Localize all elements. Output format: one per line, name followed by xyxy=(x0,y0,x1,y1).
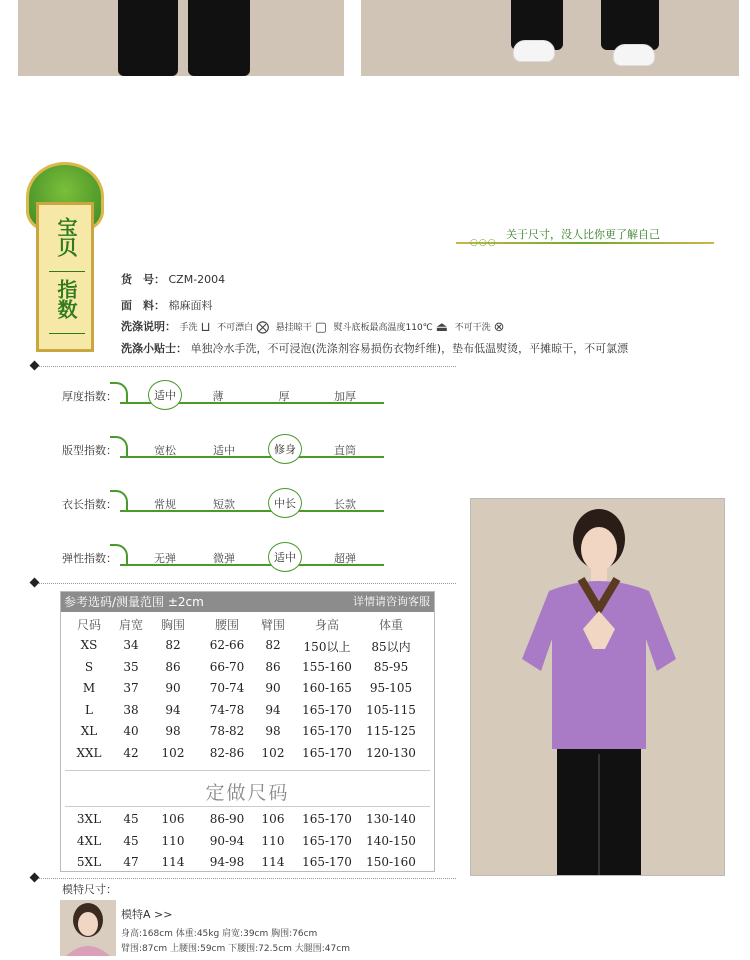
custom-divider xyxy=(65,806,430,807)
size-table-cell: 42 xyxy=(123,746,139,760)
custom-size-cell: 5XL xyxy=(76,855,102,870)
top-photo-left xyxy=(18,0,344,76)
size-table-cell: 82 xyxy=(165,638,181,652)
pants-left-leg xyxy=(118,0,178,76)
size-table-column-header: 体重 xyxy=(378,618,403,632)
size-table-cell: 70-74 xyxy=(209,681,245,696)
custom-size-cell: 110 xyxy=(261,833,285,848)
size-slogan xyxy=(456,224,714,246)
size-table-column-header: 肩宽 xyxy=(118,618,143,632)
tips-label: 洗涤小贴士： xyxy=(121,342,187,355)
badge-divider xyxy=(49,333,85,334)
size-table-cell: M xyxy=(82,681,96,696)
iron-icon: ⏏ xyxy=(435,319,449,335)
divider xyxy=(34,878,456,879)
size-table-cell: 165-170 xyxy=(302,702,352,717)
slogan-dots-icon: ○○○ xyxy=(470,238,497,248)
index-selected-option: 适中 xyxy=(268,542,302,572)
index-curve xyxy=(110,382,128,402)
item-number-label: 货 号： xyxy=(121,273,165,286)
model-figure-illustration xyxy=(471,499,725,876)
custom-size-cell: 45 xyxy=(123,812,139,826)
size-table-column-header: 身高 xyxy=(314,618,339,632)
size-table-cell: 85-95 xyxy=(373,659,409,674)
custom-size-cell: 45 xyxy=(123,833,139,848)
size-table-cell: L xyxy=(85,702,93,717)
material-value: 棉麻面料 xyxy=(168,299,213,312)
custom-size-cell: 165-170 xyxy=(302,812,352,826)
index-selected-option: 适中 xyxy=(148,380,182,410)
size-table-cell: 74-78 xyxy=(209,702,245,717)
hand-wash-icon: ⊔ xyxy=(200,319,211,335)
index-option: 厚 xyxy=(278,390,290,403)
size-table-cell: 90 xyxy=(165,681,181,696)
size-table-cell: 40 xyxy=(123,724,139,739)
wash-label: 洗涤说明： xyxy=(121,320,176,333)
custom-divider xyxy=(65,770,430,771)
index-selected-option: 中长 xyxy=(268,488,302,518)
badge-line-2: 指数 xyxy=(54,279,78,319)
index-option: 加厚 xyxy=(334,390,356,403)
size-table-cell: 82-86 xyxy=(209,746,245,760)
custom-size-cell: 106 xyxy=(161,812,185,826)
divider-diamond-icon xyxy=(30,873,40,883)
custom-size-cell: 90-94 xyxy=(209,833,245,848)
custom-size-cell: 150-160 xyxy=(366,855,416,870)
size-table-column-header: 胸围 xyxy=(160,618,185,632)
index-curve xyxy=(110,544,128,564)
wash-no-bleach-label: 不可漂白 xyxy=(217,323,254,333)
size-table-cell: XXL xyxy=(76,746,102,760)
size-table-cell: 78-82 xyxy=(209,724,245,739)
custom-size-title: 定做尺码 xyxy=(205,782,290,804)
size-table-cell: 35 xyxy=(123,659,139,674)
index-option: 薄 xyxy=(212,390,224,403)
wash-hand-label: 手洗 xyxy=(179,323,198,333)
size-table-cell: 95-105 xyxy=(369,681,413,696)
size-table-cell: 98 xyxy=(165,724,181,739)
index-option: 无弹 xyxy=(154,552,176,565)
size-table-note: 详情请咨询客服 xyxy=(353,595,430,608)
size-table-cell: 155-160 xyxy=(302,659,352,674)
shoe-right xyxy=(613,44,655,66)
size-table-column-header: 腰围 xyxy=(214,618,239,632)
divider xyxy=(34,366,456,367)
wash-tips-row xyxy=(121,340,628,356)
index-label: 衣长指数： xyxy=(62,498,117,511)
size-table-cell: 82 xyxy=(265,638,281,652)
custom-size-cell: 3XL xyxy=(76,812,102,826)
size-table-cell: 66-70 xyxy=(209,659,245,674)
size-table-cell: 115-125 xyxy=(366,724,416,739)
size-table-cell: 120-130 xyxy=(366,746,416,760)
custom-size-cell: 94-98 xyxy=(209,855,245,870)
size-table-cell: XL xyxy=(80,724,98,739)
hang-dry-icon: ▢ xyxy=(314,319,327,335)
custom-size-cell: 4XL xyxy=(76,833,102,848)
pants-right-leg xyxy=(601,0,659,50)
size-table-cell: 85以内 xyxy=(371,640,411,654)
index-selected-option: 修身 xyxy=(268,434,302,464)
wash-instructions-row xyxy=(121,318,508,335)
wash-no-dry-clean-label: 不可干洗 xyxy=(454,323,491,333)
index-option: 适中 xyxy=(213,444,235,457)
custom-size-cell: 130-140 xyxy=(366,812,416,826)
divider-diamond-icon xyxy=(30,578,40,588)
model-thumbnail xyxy=(60,900,116,956)
size-table-cell: 165-170 xyxy=(302,746,352,760)
no-bleach-icon: ⨂ xyxy=(256,319,270,335)
size-table-cell: 105-115 xyxy=(366,702,416,717)
size-table-cell: XS xyxy=(80,638,98,652)
wash-hang-dry-label: 悬挂晾干 xyxy=(275,323,312,333)
custom-size-cell: 86-90 xyxy=(209,812,245,826)
material-label: 面 料： xyxy=(121,299,165,312)
index-option: 短款 xyxy=(213,498,235,511)
size-table-title: 参考选码/测量范围 ±2cm xyxy=(64,595,204,609)
size-table-cell: 38 xyxy=(123,702,139,717)
index-option: 微弹 xyxy=(213,552,235,565)
size-table-cell: 94 xyxy=(165,702,181,717)
product-index-badge xyxy=(22,162,108,352)
index-label: 弹性指数： xyxy=(62,552,117,565)
no-dry-clean-icon: ⊗ xyxy=(493,319,505,335)
wash-iron-label: 熨斗底板最高温度110℃ xyxy=(333,323,433,333)
size-table-header xyxy=(61,592,434,612)
size-table-cell: 90 xyxy=(265,681,281,696)
model-size-label: 模特尺寸： xyxy=(62,883,117,896)
size-table-column-header: 臂围 xyxy=(260,618,285,632)
top-photo-right xyxy=(361,0,739,76)
model-stats-line-1: 身高:168cm 体重:45kg 肩宽:39cm 胸围:76cm xyxy=(121,929,318,939)
model-stats-line-2: 臂围:87cm 上腰围:59cm 下腰围:72.5cm 大腿围:47cm xyxy=(121,944,350,954)
custom-size-cell: 110 xyxy=(161,833,185,848)
index-option: 宽松 xyxy=(154,444,176,457)
badge-divider xyxy=(49,271,85,272)
index-label: 版型指数： xyxy=(62,444,117,457)
size-table-cell: 165-170 xyxy=(302,724,352,739)
model-name[interactable]: 模特A >> xyxy=(121,908,173,921)
item-number-value: CZM-2004 xyxy=(168,273,226,286)
size-table-cell: 102 xyxy=(261,746,285,760)
shoe-left xyxy=(513,40,555,62)
badge-body xyxy=(36,202,94,352)
size-table-cell: 102 xyxy=(161,746,185,760)
size-table-cell: 86 xyxy=(165,659,181,674)
material-row xyxy=(121,297,213,313)
divider-diamond-icon xyxy=(30,361,40,371)
custom-size-cell: 47 xyxy=(123,855,139,870)
index-option: 直筒 xyxy=(334,444,356,457)
size-table-cell: 150以上 xyxy=(303,640,351,654)
tips-value: 单独冷水手洗，不可浸泡(洗涤剂容易损伤衣物纤维)，垫布低温熨烫，平摊晾干，不可氯漂 xyxy=(190,342,629,355)
size-table xyxy=(60,591,435,872)
size-table-cell: 34 xyxy=(123,638,139,652)
custom-size-cell: 140-150 xyxy=(366,833,416,848)
size-table-cell: 37 xyxy=(123,681,139,696)
item-number-row xyxy=(121,271,225,287)
model-photo xyxy=(470,498,725,876)
index-label: 厚度指数： xyxy=(62,390,117,403)
index-option: 常规 xyxy=(154,498,176,511)
size-table-cell: 94 xyxy=(265,702,281,717)
badge-line-1: 宝贝 xyxy=(54,217,78,257)
index-option: 长款 xyxy=(334,498,356,511)
index-option: 超弹 xyxy=(334,552,356,565)
custom-size-cell: 165-170 xyxy=(302,833,352,848)
custom-size-cell: 114 xyxy=(161,855,185,870)
slogan-text: 关于尺寸，没人比你更了解自己 xyxy=(506,228,660,241)
size-table-cell: 160-165 xyxy=(302,681,352,696)
size-table-cell: 98 xyxy=(265,724,281,739)
divider xyxy=(34,583,456,584)
pants-right-leg xyxy=(188,0,250,76)
size-table-cell: 86 xyxy=(265,659,281,674)
index-curve xyxy=(110,436,128,456)
custom-size-cell: 106 xyxy=(261,812,285,826)
custom-size-cell: 165-170 xyxy=(302,855,352,870)
index-curve xyxy=(110,490,128,510)
model-thumbnail-illustration xyxy=(60,900,116,956)
size-table-cell: S xyxy=(84,659,94,674)
size-table-cell: 62-66 xyxy=(209,638,245,652)
custom-size-cell: 114 xyxy=(261,855,285,870)
size-table-column-header: 尺码 xyxy=(76,618,101,632)
